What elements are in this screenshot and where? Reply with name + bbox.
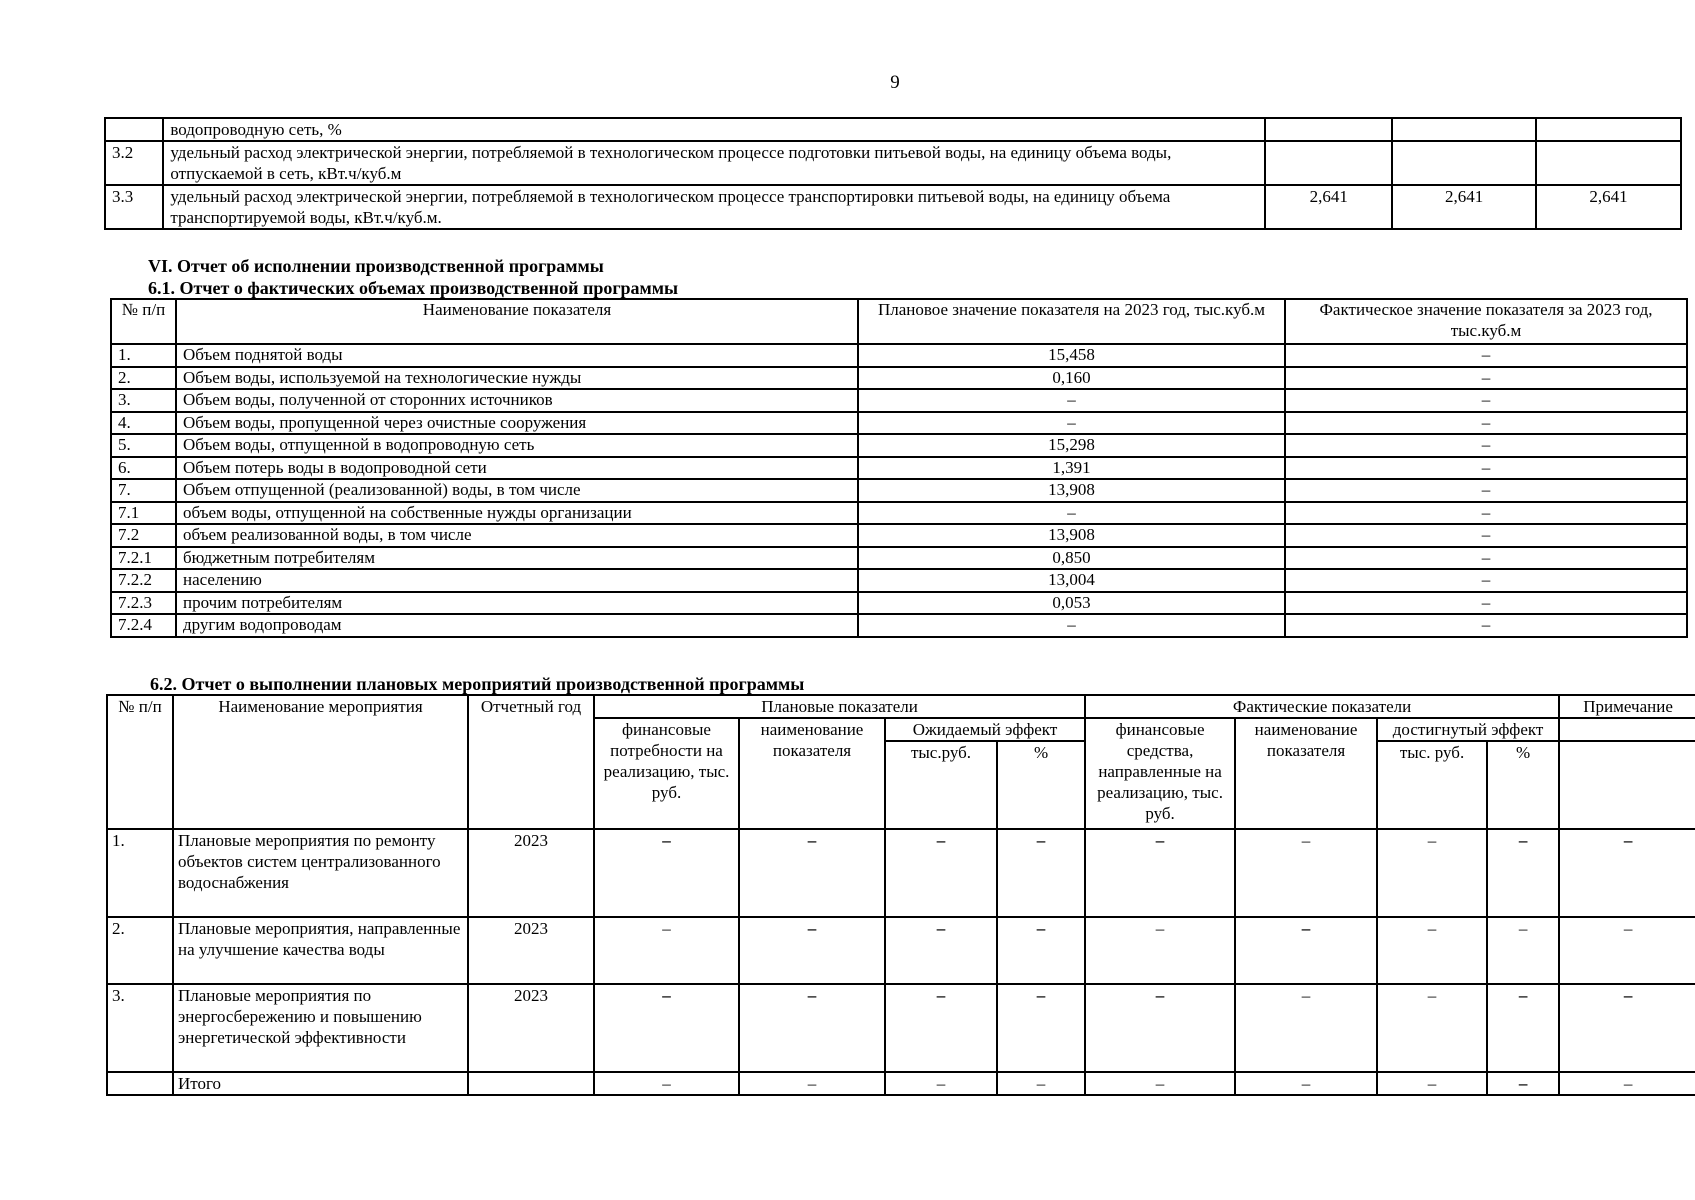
header-plan-indicator: наименование показателя — [739, 718, 885, 829]
indicator-value — [1536, 141, 1681, 185]
table-row — [111, 569, 1687, 592]
measures-table — [106, 694, 1695, 1096]
fact-indicator: – — [1235, 917, 1377, 984]
plan-value: 13,004 — [858, 569, 1285, 592]
indicator-name: населению — [176, 569, 858, 592]
note-value: – — [1559, 984, 1695, 1072]
row-number — [107, 1072, 173, 1095]
fact-value: – — [1285, 457, 1687, 480]
indicator-value: 2,641 — [1392, 185, 1536, 229]
fact-value: – — [1285, 344, 1687, 367]
table-row — [105, 118, 1681, 141]
plan-finance: – — [594, 984, 739, 1072]
header-fact: Фактическое значение показателя за 2023 год, тыс.куб.м — [1285, 299, 1687, 344]
measure-name: Плановые мероприятия по энергосбережению и повышению энергетической эффективности — [173, 984, 468, 1072]
fact-value: – — [1285, 547, 1687, 570]
fact-finance: – — [1085, 984, 1235, 1072]
report-year: 2023 — [468, 829, 594, 917]
plan-indicator: – — [739, 917, 885, 984]
table-row — [111, 524, 1687, 547]
table-row — [105, 141, 1681, 185]
note-value: – — [1559, 829, 1695, 917]
fact-value: – — [1285, 367, 1687, 390]
fact-rub: – — [1377, 917, 1487, 984]
plan-value: – — [858, 614, 1285, 637]
row-number: 3. — [111, 389, 176, 412]
subsection-title: 6.2. Отчет о выполнении плановых мероприятий производственной программы — [150, 674, 805, 694]
row-number: 2. — [111, 367, 176, 390]
plan-value: 15,298 — [858, 434, 1285, 457]
total-label: Итого — [173, 1072, 468, 1095]
row-number — [105, 118, 163, 141]
fact-pct: – — [1487, 984, 1559, 1072]
header-year: Отчетный год — [468, 695, 594, 829]
header-fact-group: Фактические показатели — [1085, 695, 1559, 718]
measure-name: Плановые мероприятия по ремонту объектов систем централизованного водоснабжения — [173, 829, 468, 917]
table-row — [111, 502, 1687, 525]
header-note: Примечание — [1559, 695, 1695, 718]
indicator-value: 2,641 — [1536, 185, 1681, 229]
table-row — [111, 367, 1687, 390]
header-number: № п/п — [107, 695, 173, 829]
header-plan-rub: тыс.руб. — [885, 741, 997, 829]
row-number: 7.2.4 — [111, 614, 176, 637]
plan-value: – — [858, 502, 1285, 525]
indicator-value — [1392, 118, 1536, 141]
plan-rub: – — [885, 917, 997, 984]
header-plan-pct: % — [997, 741, 1085, 829]
header-note-blank — [1559, 741, 1695, 829]
header-fact-rub: тыс. руб. — [1377, 741, 1487, 829]
indicator-value — [1265, 118, 1392, 141]
plan-indicator: – — [739, 829, 885, 917]
row-number: 7.2.2 — [111, 569, 176, 592]
section-title: VI. Отчет об исполнении производственной программы — [148, 256, 604, 276]
table-row — [111, 457, 1687, 480]
indicator-table — [104, 117, 1682, 230]
indicator-value — [1536, 118, 1681, 141]
indicator-value — [1265, 141, 1392, 185]
indicator-name: водопроводную сеть, % — [163, 118, 1265, 141]
report-year: 2023 — [468, 984, 594, 1072]
table-row — [111, 592, 1687, 615]
indicator-name: Объем потерь воды в водопроводной сети — [176, 457, 858, 480]
row-number: 1. — [111, 344, 176, 367]
indicator-name: Объем поднятой воды — [176, 344, 858, 367]
subsection-title: 6.1. Отчет о фактических объемах производственной программы — [148, 278, 679, 298]
fact-value: – — [1285, 524, 1687, 547]
row-number: 4. — [111, 412, 176, 435]
plan-value: – — [858, 389, 1285, 412]
header-number: № п/п — [111, 299, 176, 344]
row-number: 2. — [107, 917, 173, 984]
fact-value: – — [1285, 412, 1687, 435]
row-number: 7.2 — [111, 524, 176, 547]
report-year — [468, 1072, 594, 1095]
header-name: Наименование мероприятия — [173, 695, 468, 829]
fact-pct: – — [1487, 1072, 1559, 1095]
plan-indicator: – — [739, 1072, 885, 1095]
table-row — [111, 389, 1687, 412]
table-row — [111, 344, 1687, 367]
fact-indicator: – — [1235, 1072, 1377, 1095]
row-number: 3.2 — [105, 141, 163, 185]
row-number: 7. — [111, 479, 176, 502]
table-row — [107, 1072, 1695, 1095]
fact-rub: – — [1377, 984, 1487, 1072]
report-year: 2023 — [468, 917, 594, 984]
fact-pct: – — [1487, 917, 1559, 984]
plan-rub: – — [885, 1072, 997, 1095]
table-row — [107, 984, 1695, 1072]
plan-value: 0,160 — [858, 367, 1285, 390]
header-plan: Плановое значение показателя на 2023 год, тыс.куб.м — [858, 299, 1285, 344]
fact-value: – — [1285, 479, 1687, 502]
note-value: – — [1559, 1072, 1695, 1095]
indicator-name: Объем воды, используемой на технологические нужды — [176, 367, 858, 390]
indicator-name: удельный расход электрической энергии, потребляемой в технологическом процессе подготовки питьевой воды, на единицу объема воды, отпускаемой в сеть, кВт.ч/куб.м — [163, 141, 1265, 185]
plan-value: 13,908 — [858, 479, 1285, 502]
table-row — [111, 547, 1687, 570]
plan-pct: – — [997, 1072, 1085, 1095]
header-plan-group: Плановые показатели — [594, 695, 1085, 718]
fact-indicator: – — [1235, 984, 1377, 1072]
table-row — [107, 917, 1695, 984]
indicator-name: Объем воды, пропущенной через очистные сооружения — [176, 412, 858, 435]
row-number: 7.1 — [111, 502, 176, 525]
fact-rub: – — [1377, 829, 1487, 917]
indicator-value: 2,641 — [1265, 185, 1392, 229]
row-number: 1. — [107, 829, 173, 917]
measure-name: Плановые мероприятия, направленные на улучшение качества воды — [173, 917, 468, 984]
table-row — [111, 412, 1687, 435]
indicator-name: Объем воды, полученной от сторонних источников — [176, 389, 858, 412]
header-fact-effect: достигнутый эффект — [1377, 718, 1559, 741]
page-number: 9 — [890, 72, 900, 93]
plan-finance: – — [594, 829, 739, 917]
header-fact-finance: финансовые средства, направленные на реализацию, тыс. руб. — [1085, 718, 1235, 829]
plan-finance: – — [594, 917, 739, 984]
indicator-name: Объем отпущенной (реализованной) воды, в том числе — [176, 479, 858, 502]
table-row — [111, 614, 1687, 637]
note-value: – — [1559, 917, 1695, 984]
plan-value: 15,458 — [858, 344, 1285, 367]
indicator-name: Объем воды, отпущенной в водопроводную сеть — [176, 434, 858, 457]
fact-value: – — [1285, 614, 1687, 637]
header-note-blank — [1559, 718, 1695, 741]
plan-value: 0,850 — [858, 547, 1285, 570]
indicator-name: объем воды, отпущенной на собственные нужды организации — [176, 502, 858, 525]
header-plan-finance: финансовые потребности на реализацию, тыс. руб. — [594, 718, 739, 829]
row-number: 7.2.1 — [111, 547, 176, 570]
row-number: 6. — [111, 457, 176, 480]
table-header-row — [107, 695, 1695, 718]
fact-value: – — [1285, 434, 1687, 457]
plan-pct: – — [997, 984, 1085, 1072]
table-header-row — [111, 299, 1687, 344]
indicator-name: прочим потребителям — [176, 592, 858, 615]
plan-value: – — [858, 412, 1285, 435]
fact-finance: – — [1085, 917, 1235, 984]
plan-rub: – — [885, 984, 997, 1072]
row-number: 3. — [107, 984, 173, 1072]
plan-value: 13,908 — [858, 524, 1285, 547]
plan-pct: – — [997, 829, 1085, 917]
fact-value: – — [1285, 569, 1687, 592]
table-row — [111, 479, 1687, 502]
header-plan-effect: Ожидаемый эффект — [885, 718, 1085, 741]
table-row — [111, 434, 1687, 457]
fact-rub: – — [1377, 1072, 1487, 1095]
volumes-table — [110, 298, 1688, 638]
fact-finance: – — [1085, 1072, 1235, 1095]
fact-pct: – — [1487, 829, 1559, 917]
plan-rub: – — [885, 829, 997, 917]
plan-value: 1,391 — [858, 457, 1285, 480]
plan-value: 0,053 — [858, 592, 1285, 615]
indicator-name: бюджетным потребителям — [176, 547, 858, 570]
indicator-name: объем реализованной воды, в том числе — [176, 524, 858, 547]
header-fact-indicator: наименование показателя — [1235, 718, 1377, 829]
row-number: 5. — [111, 434, 176, 457]
row-number: 3.3 — [105, 185, 163, 229]
plan-finance: – — [594, 1072, 739, 1095]
indicator-name: удельный расход электрической энергии, потребляемой в технологическом процессе транспортировки питьевой воды, на единицу объема транспортируемой воды, кВт.ч/куб.м. — [163, 185, 1265, 229]
fact-indicator: – — [1235, 829, 1377, 917]
indicator-value — [1392, 141, 1536, 185]
fact-value: – — [1285, 502, 1687, 525]
fact-value: – — [1285, 389, 1687, 412]
table-row — [107, 829, 1695, 917]
fact-value: – — [1285, 592, 1687, 615]
fact-finance: – — [1085, 829, 1235, 917]
header-fact-pct: % — [1487, 741, 1559, 829]
row-number: 7.2.3 — [111, 592, 176, 615]
plan-pct: – — [997, 917, 1085, 984]
plan-indicator: – — [739, 984, 885, 1072]
header-name: Наименование показателя — [176, 299, 858, 344]
table-row — [105, 185, 1681, 229]
indicator-name: другим водопроводам — [176, 614, 858, 637]
